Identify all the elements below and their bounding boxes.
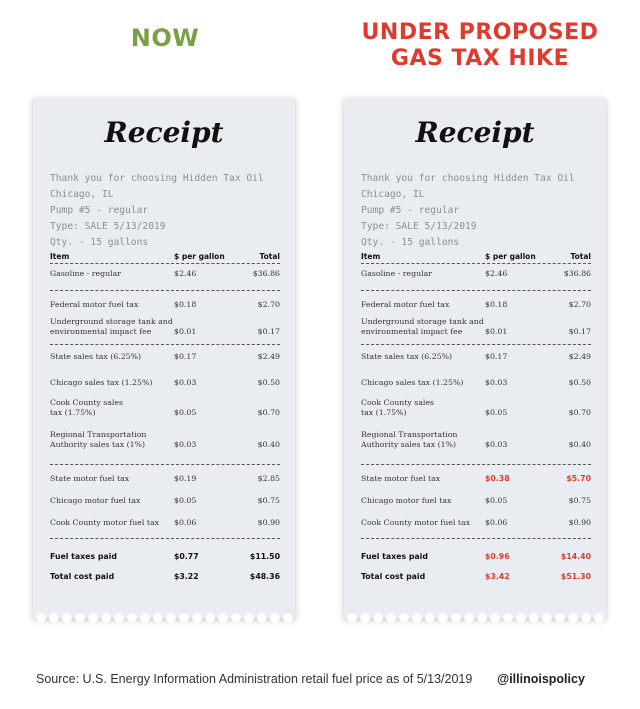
row-item: Fuel taxes paid xyxy=(50,552,117,561)
receipt-proposed xyxy=(344,98,606,618)
divider xyxy=(50,538,280,539)
row-per-gallon: $0.05 xyxy=(174,496,197,505)
row-item: Federal motor fuel tax xyxy=(50,300,139,309)
row-item: State sales tax (6.25%) xyxy=(50,352,142,361)
row-total: $0.50 xyxy=(568,378,591,387)
row-per-gallon-increased: $0.96 xyxy=(485,552,510,561)
receipt-info-line: Thank you for choosing Hidden Tax Oil xyxy=(361,173,575,184)
receipt-info xyxy=(361,171,575,251)
row-item: Regional Transportation Authority sales tax (1%) xyxy=(361,430,458,449)
receipt-info-line: Qty. - 15 gallons xyxy=(50,237,149,248)
row-total: $36.86 xyxy=(252,269,280,278)
receipt-torn-edge xyxy=(33,613,295,623)
row-total: $2.70 xyxy=(257,300,280,309)
row-item: Cook County sales tax (1.75%) xyxy=(50,398,124,417)
row-total: $2.85 xyxy=(257,474,280,483)
row-total: $0.50 xyxy=(257,378,280,387)
row-total-increased: $5.70 xyxy=(566,474,591,483)
row-item: State motor fuel tax xyxy=(361,474,441,483)
row-item: Gasoline - regular xyxy=(361,269,433,278)
row-item: Cook County sales tax (1.75%) xyxy=(361,398,435,417)
row-per-gallon: $0.05 xyxy=(485,496,508,505)
row-total: $0.17 xyxy=(568,327,591,336)
row-total-increased: $51.30 xyxy=(560,572,591,581)
row-total: $0.70 xyxy=(257,408,280,417)
receipt-info-line: Pump #5 - regular xyxy=(361,205,460,216)
divider xyxy=(361,344,591,345)
divider xyxy=(361,464,591,465)
row-total: $0.70 xyxy=(568,408,591,417)
row-per-gallon: $0.06 xyxy=(485,518,508,527)
row-total: $0.90 xyxy=(257,518,280,527)
column-header-total: Total xyxy=(570,252,591,261)
row-per-gallon-increased: $3.42 xyxy=(485,572,510,581)
divider xyxy=(50,344,280,345)
row-per-gallon: $2.46 xyxy=(174,269,197,278)
receipt-info-line: Qty. - 15 gallons xyxy=(361,237,460,248)
row-per-gallon: $0.06 xyxy=(174,518,197,527)
receipt-title: Receipt xyxy=(104,116,224,149)
row-total: $48.36 xyxy=(249,572,280,581)
social-handle: @illinoispolicy xyxy=(497,672,585,686)
row-item: Cook County motor fuel tax xyxy=(50,518,160,527)
row-per-gallon-increased: $0.38 xyxy=(485,474,510,483)
row-per-gallon: $0.03 xyxy=(485,378,508,387)
receipt-info-line: Type: SALE 5/13/2019 xyxy=(361,221,477,232)
row-item: Federal motor fuel tax xyxy=(361,300,450,309)
row-item: State sales tax (6.25%) xyxy=(361,352,453,361)
row-item: Cook County motor fuel tax xyxy=(361,518,471,527)
column-header-total: Total xyxy=(259,252,280,261)
row-per-gallon: $0.18 xyxy=(174,300,197,309)
row-per-gallon: $0.05 xyxy=(174,408,197,417)
receipt-title: Receipt xyxy=(415,116,535,149)
row-total: $2.70 xyxy=(568,300,591,309)
row-total: $2.49 xyxy=(257,352,280,361)
row-item: Total cost paid xyxy=(50,572,115,581)
row-total: $0.75 xyxy=(568,496,591,505)
proposed-heading-line1: UNDER PROPOSED xyxy=(361,20,599,45)
source-note: Source: U.S. Energy Information Administration retail fuel price as of 5/13/2019 xyxy=(36,672,473,686)
divider xyxy=(361,290,591,291)
receipt-info-line: Type: SALE 5/13/2019 xyxy=(50,221,166,232)
row-total: $0.75 xyxy=(257,496,280,505)
receipt-info-line: Thank you for choosing Hidden Tax Oil xyxy=(50,173,264,184)
row-item: Chicago motor fuel tax xyxy=(361,496,452,505)
row-per-gallon: $0.19 xyxy=(174,474,197,483)
row-total: $0.17 xyxy=(257,327,280,336)
now-heading: NOW xyxy=(130,24,200,52)
row-total: $0.40 xyxy=(257,440,280,449)
row-total: $36.86 xyxy=(563,269,591,278)
row-per-gallon: $0.05 xyxy=(485,408,508,417)
column-header-item: Item xyxy=(361,252,381,261)
receipt-now xyxy=(33,98,295,618)
row-item: Underground storage tank and environmental impact fee xyxy=(361,317,484,336)
row-item: Regional Transportation Authority sales tax (1%) xyxy=(50,430,147,449)
row-per-gallon: $0.17 xyxy=(485,352,508,361)
column-header-per-gallon: $ per gallon xyxy=(485,252,536,261)
receipt-info xyxy=(50,171,264,251)
row-per-gallon: $0.03 xyxy=(174,440,197,449)
row-per-gallon: $0.01 xyxy=(485,327,508,336)
divider xyxy=(361,538,591,539)
row-per-gallon: $0.03 xyxy=(485,440,508,449)
row-total-increased: $14.40 xyxy=(560,552,591,561)
receipt-torn-edge xyxy=(344,613,606,623)
receipt-info-line: Chicago, IL xyxy=(50,189,114,200)
row-item: Gasoline - regular xyxy=(50,269,122,278)
row-total: $2.49 xyxy=(568,352,591,361)
row-item: Chicago sales tax (1.25%) xyxy=(50,378,153,387)
row-item: Total cost paid xyxy=(361,572,426,581)
row-per-gallon: $0.18 xyxy=(485,300,508,309)
divider xyxy=(361,263,591,264)
divider xyxy=(50,263,280,264)
row-per-gallon: $0.03 xyxy=(174,378,197,387)
row-total: $0.90 xyxy=(568,518,591,527)
column-header-per-gallon: $ per gallon xyxy=(174,252,225,261)
row-per-gallon: $0.01 xyxy=(174,327,197,336)
row-item: State motor fuel tax xyxy=(50,474,130,483)
proposed-heading-line2: GAS TAX HIKE xyxy=(390,46,570,71)
divider xyxy=(50,464,280,465)
row-total: $0.40 xyxy=(568,440,591,449)
row-item: Chicago motor fuel tax xyxy=(50,496,141,505)
column-header-item: Item xyxy=(50,252,70,261)
proposed-heading xyxy=(330,20,630,72)
row-item: Underground storage tank and environmental impact fee xyxy=(50,317,173,336)
receipt-info-line: Pump #5 - regular xyxy=(50,205,149,216)
row-per-gallon: $0.77 xyxy=(174,552,199,561)
row-item: Chicago sales tax (1.25%) xyxy=(361,378,464,387)
receipt-info-line: Chicago, IL xyxy=(361,189,425,200)
divider xyxy=(50,290,280,291)
row-per-gallon: $0.17 xyxy=(174,352,197,361)
row-per-gallon: $2.46 xyxy=(485,269,508,278)
row-item: Fuel taxes paid xyxy=(361,552,428,561)
row-total: $11.50 xyxy=(249,552,280,561)
row-per-gallon: $3.22 xyxy=(174,572,199,581)
